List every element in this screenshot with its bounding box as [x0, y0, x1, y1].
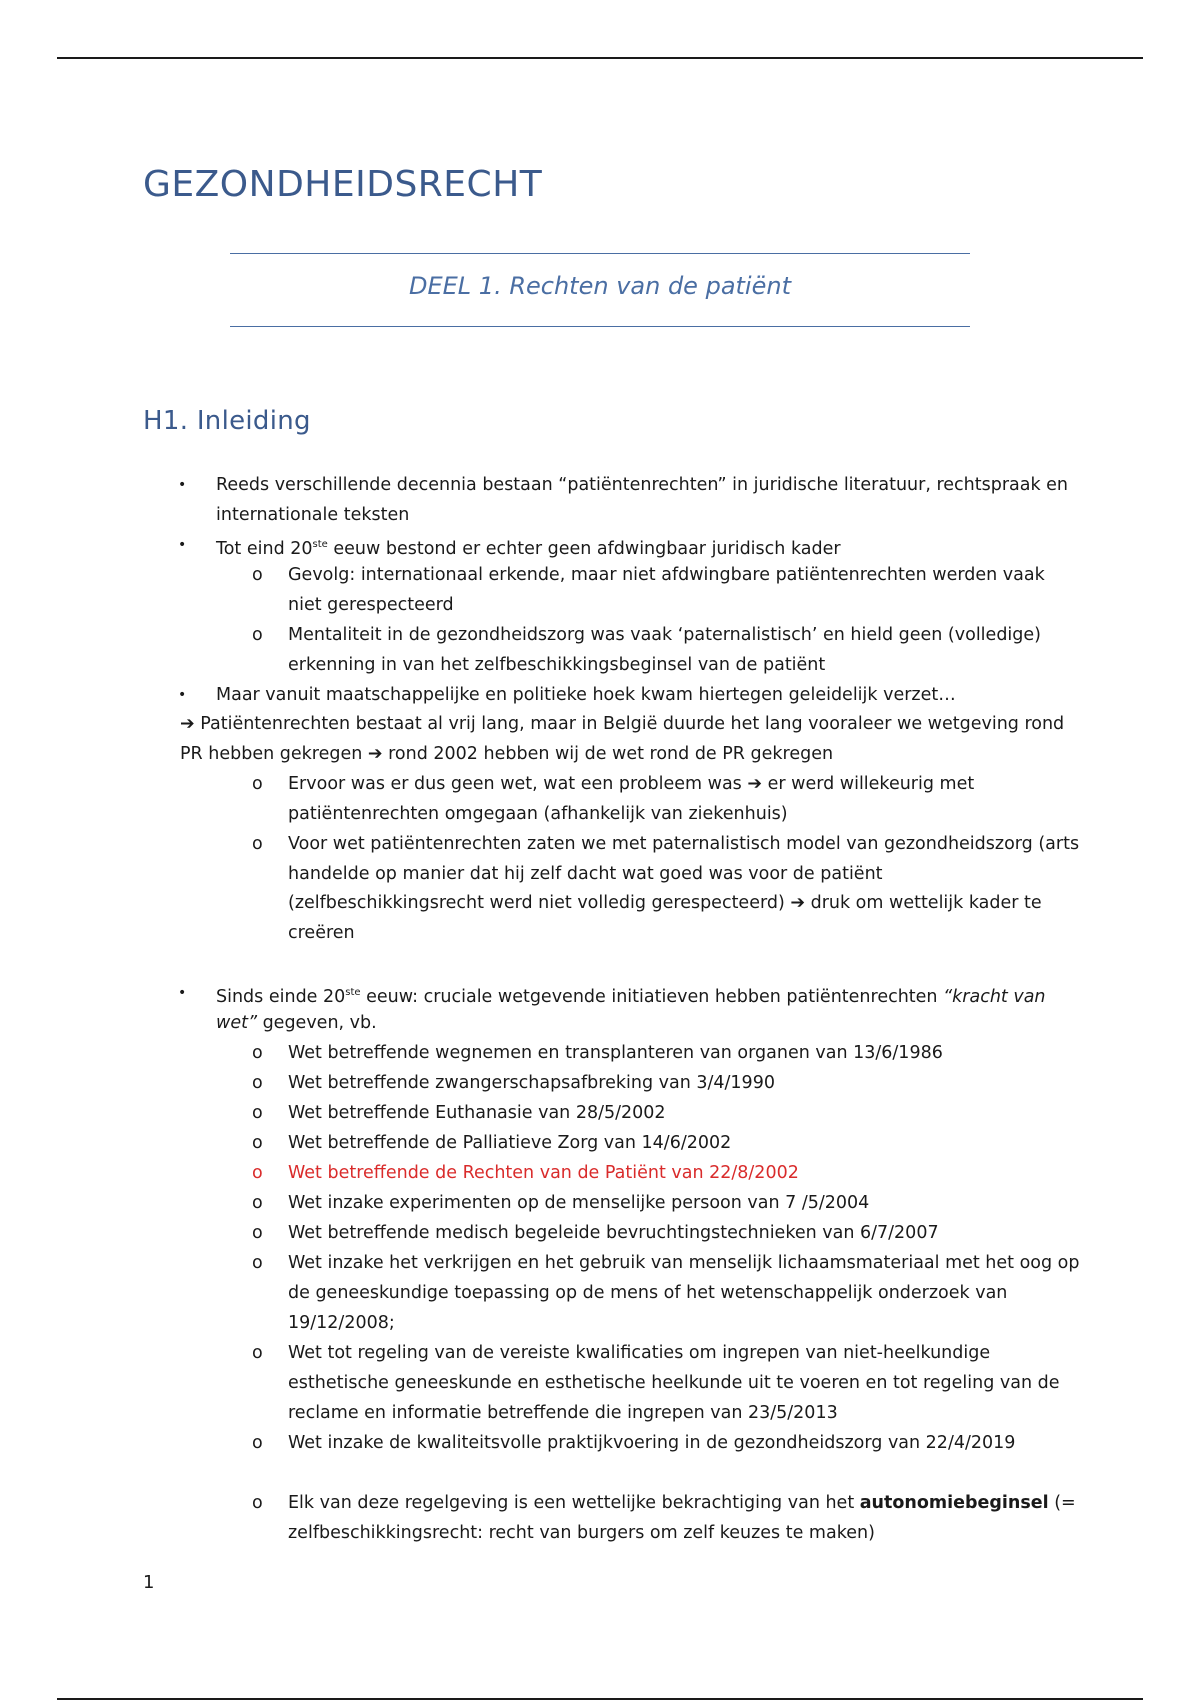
sub-bullet: o — [252, 1103, 263, 1123]
law-item: 19/12/2008; — [288, 1313, 395, 1333]
law-item: Wet tot regeling van de vereiste kwalificaties om ingrepen van niet-heelkundige — [288, 1343, 991, 1363]
sub-bullet: o — [252, 1493, 263, 1513]
sub-bullet-highlighted: o — [252, 1163, 263, 1183]
page-number: 1 — [143, 1572, 155, 1593]
superscript: ste — [345, 987, 361, 998]
arrow-icon: ➔ — [747, 774, 763, 794]
text-run: Tot eind 20 — [216, 538, 313, 559]
arrow-icon: ➔ — [367, 744, 383, 764]
sub-bullet-text: patiëntenrechten omgegaan (afhankelijk van ziekenhuis) — [288, 804, 788, 824]
arrow-icon: ➔ — [180, 714, 195, 734]
sub-bullet-text: niet gerespecteerd — [288, 595, 454, 615]
sub-bullet-text: Voor wet patiëntenrechten zaten we met paternalistisch model van gezondheidszorg (arts — [288, 834, 1080, 854]
sub-bullet-text — [288, 1488, 1076, 1518]
bullet-text: Reeds verschillende decennia bestaan “patiëntenrechten” in juridische literatuur, rechtspraak en — [216, 475, 1069, 495]
bullet-text — [216, 1008, 377, 1038]
law-item: Wet inzake experimenten op de menselijke persoon van 7 /5/2004 — [288, 1193, 870, 1213]
law-item: reclame en informatie betreffende die ingrepen van 23/5/2013 — [288, 1403, 838, 1423]
bullet-text — [216, 978, 1046, 1012]
sub-bullet-text: zelfbeschikkingsrecht: recht van burgers om zelf keuzes te maken) — [288, 1523, 875, 1543]
document-subtitle: DEEL 1. Rechten van de patiënt — [409, 272, 791, 300]
sub-bullet: o — [252, 1433, 263, 1453]
sub-bullet: o — [252, 1043, 263, 1063]
text-run: eeuw bestond er echter geen afdwingbaar juridisch kader — [327, 538, 841, 559]
text-run: Sinds einde 20 — [216, 986, 346, 1007]
law-item-highlighted: Wet betreffende de Rechten van de Patiënt van 22/8/2002 — [288, 1163, 799, 1183]
bullet-dot: • — [178, 985, 187, 1001]
arrow-icon: ➔ — [790, 893, 806, 913]
text-run: PR hebben gekregen — [180, 744, 368, 764]
sub-bullet: o — [252, 1193, 263, 1213]
document-title: GEZONDHEIDSRECHT — [143, 164, 543, 205]
sub-bullet: o — [252, 774, 263, 794]
law-item: Wet betreffende Euthanasie van 28/5/2002 — [288, 1103, 666, 1123]
text-run: (= — [1048, 1493, 1076, 1513]
law-item: Wet betreffende zwangerschapsafbreking van 3/4/1990 — [288, 1073, 775, 1093]
law-item: Wet betreffende medisch begeleide bevruchtingstechnieken van 6/7/2007 — [288, 1223, 939, 1243]
arrow-paragraph — [180, 739, 833, 769]
bullet-dot: • — [178, 687, 187, 703]
text-run: (zelfbeschikkingsrecht werd niet volledig gerespecteerd) — [288, 893, 791, 913]
text-run: gegeven, vb. — [257, 1013, 377, 1033]
bullet-text — [216, 530, 841, 564]
sub-bullet: o — [252, 565, 263, 585]
bold-term: autonomiebeginsel — [859, 1493, 1049, 1513]
law-item: Wet betreffende wegnemen en transplanteren van organen van 13/6/1986 — [288, 1043, 943, 1063]
superscript: ste — [312, 539, 328, 550]
subtitle-rule-bottom — [230, 326, 970, 327]
bullet-dot: • — [178, 477, 187, 493]
text-run: eeuw: cruciale wetgevende initiatieven hebben patiëntenrechten — [360, 986, 944, 1007]
sub-bullet-text: Mentaliteit in de gezondheidszorg was vaak ‘paternalistisch’ en hield geen (volledige) — [288, 625, 1041, 645]
section-heading: H1. Inleiding — [143, 406, 311, 436]
emphasis: “kracht van — [943, 986, 1046, 1007]
law-item: Wet inzake het verkrijgen en het gebruik van menselijk lichaamsmateriaal met het oog op — [288, 1253, 1080, 1273]
header-rule — [57, 57, 1143, 59]
text-run: Ervoor was er dus geen wet, wat een probleem was — [288, 774, 748, 794]
sub-bullet-text: Gevolg: internationaal erkende, maar niet afdwingbare patiëntenrechten werden vaak — [288, 565, 1045, 585]
sub-bullet-text: handelde op manier dat hij zelf dacht wat goed was voor de patiënt — [288, 864, 883, 884]
bullet-text: internationale teksten — [216, 505, 410, 525]
bullet-dot: • — [178, 537, 187, 553]
text-run: druk om wettelijk kader te — [805, 893, 1042, 913]
text-run: rond 2002 hebben wij de wet rond de PR gekregen — [382, 744, 834, 764]
sub-bullet-text — [288, 888, 1042, 918]
sub-bullet-text: erkenning in van het zelfbeschikkingsbeginsel van de patiënt — [288, 655, 826, 675]
sub-bullet: o — [252, 1073, 263, 1093]
text-run: Patiëntenrechten bestaat al vrij lang, maar in België duurde het lang vooraleer we wetgeving rond — [194, 714, 1065, 734]
subtitle-rule-top — [230, 253, 970, 254]
text-run: Elk van deze regelgeving is een wettelijke bekrachtiging van het — [288, 1493, 860, 1513]
sub-bullet: o — [252, 1223, 263, 1243]
law-item: Wet betreffende de Palliatieve Zorg van 14/6/2002 — [288, 1133, 732, 1153]
law-item: de geneeskundige toepassing op de mens of het wetenschappelijk onderzoek van — [288, 1283, 1008, 1303]
law-item: Wet inzake de kwaliteitsvolle praktijkvoering in de gezondheidszorg van 22/4/2019 — [288, 1433, 1016, 1453]
text-run: er werd willekeurig met — [762, 774, 975, 794]
sub-bullet: o — [252, 1253, 263, 1273]
sub-bullet: o — [252, 1133, 263, 1153]
sub-bullet: o — [252, 834, 263, 854]
emphasis: wet” — [216, 1013, 258, 1033]
arrow-paragraph — [180, 709, 1064, 739]
law-item: esthetische geneeskunde en esthetische heelkunde uit te voeren en tot regeling van de — [288, 1373, 1060, 1393]
sub-bullet-text — [288, 769, 974, 799]
sub-bullet: o — [252, 1343, 263, 1363]
sub-bullet-text: creëren — [288, 923, 355, 943]
sub-bullet: o — [252, 625, 263, 645]
bullet-text: Maar vanuit maatschappelijke en politieke hoek kwam hiertegen geleidelijk verzet… — [216, 685, 956, 705]
